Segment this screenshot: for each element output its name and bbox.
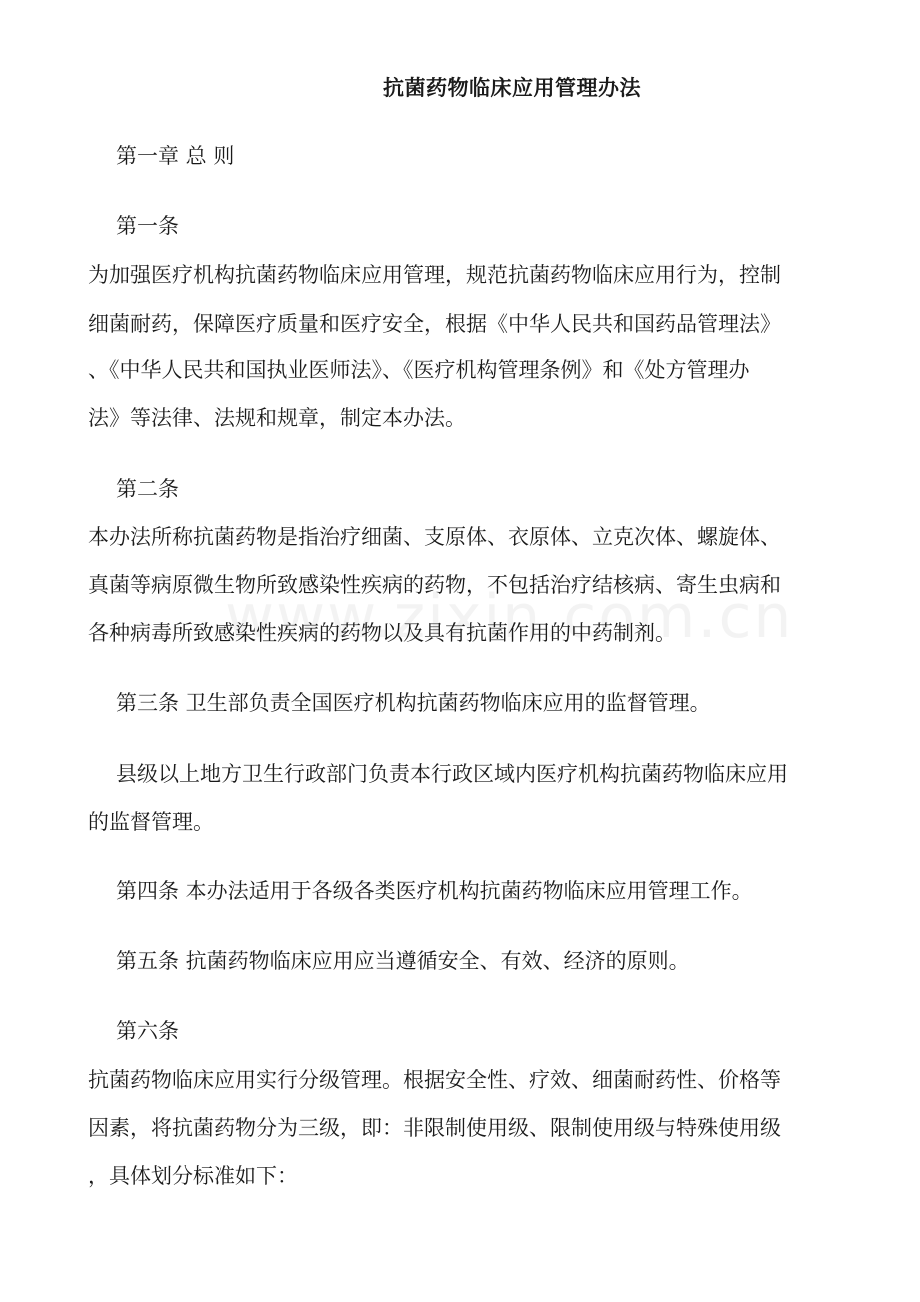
article-1-line: 为加强医疗机构抗菌药物临床应用管理，规范抗菌药物临床应用行为，控制 (88, 263, 781, 287)
chapter-heading: 第一章 总 则 (116, 144, 235, 168)
article-6-line: ，具体划分标准如下： (88, 1164, 298, 1188)
article-5-text: 第五条 抗菌药物临床应用应当遵循安全、有效、经济的原则。 (116, 949, 690, 973)
article-1-line: 细菌耐药，保障医疗质量和医疗安全，根据《中华人民共和国药品管理法》 (88, 312, 781, 336)
article-4-text: 第四条 本办法适用于各级各类医疗机构抗菌药物临床应用管理工作。 (116, 879, 753, 903)
article-2-heading: 第二条 (116, 477, 179, 501)
document-title: 抗菌药物临床应用管理办法 (383, 76, 641, 100)
article-2-line: 本办法所称抗菌药物是指治疗细菌、支原体、衣原体、立克次体、螺旋体、 (88, 525, 781, 549)
article-3-para-line: 的监督管理。 (88, 810, 214, 834)
article-3-text: 第三条 卫生部负责全国医疗机构抗菌药物临床应用的监督管理。 (116, 691, 711, 715)
article-3-para-line: 县级以上地方卫生行政部门负责本行政区域内医疗机构抗菌药物临床应用 (116, 762, 788, 786)
article-1-heading: 第一条 (116, 214, 179, 238)
article-6-line: 抗菌药物临床应用实行分级管理。根据安全性、疗效、细菌耐药性、价格等 (88, 1068, 781, 1092)
article-6-line: 因素，将抗菌药物分为三级，即：非限制使用级、限制使用级与特殊使用级 (88, 1116, 781, 1140)
article-2-line: 各种病毒所致感染性疾病的药物以及具有抗菌作用的中药制剂。 (88, 621, 676, 645)
article-1-line: 法》等法律、法规和规章，制定本办法。 (88, 406, 466, 430)
article-2-line: 真菌等病原微生物所致感染性疾病的药物，不包括治疗结核病、寄生虫病和 (88, 573, 781, 597)
article-6-heading: 第六条 (116, 1019, 179, 1043)
article-1-line: 、《中华人民共和国执业医师法》、《医疗机构管理条例》和《处方管理办 (88, 358, 750, 382)
